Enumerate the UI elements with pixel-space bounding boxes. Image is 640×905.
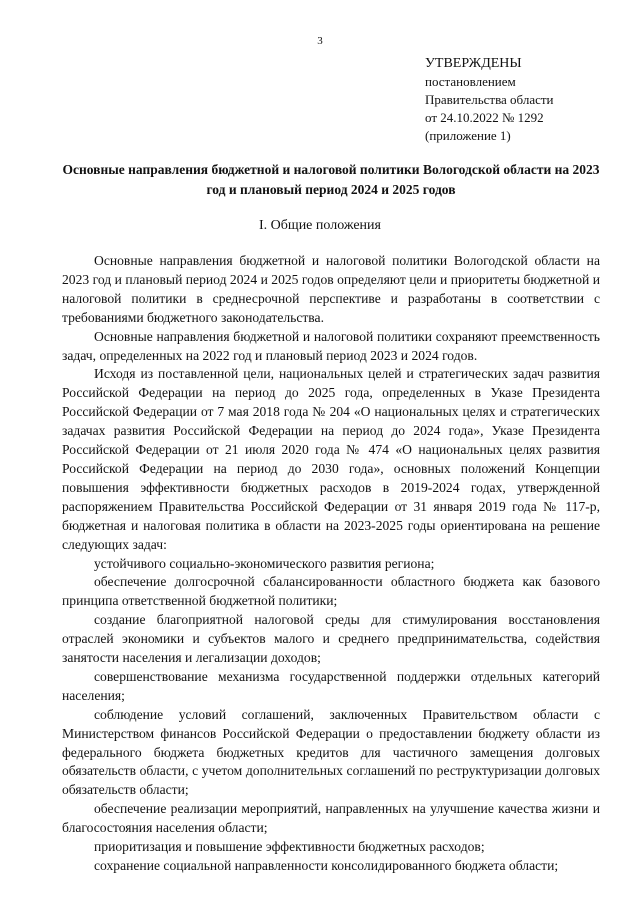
paragraph: Исходя из поставленной цели, национальных целей и стратегических задач развития Российской Федерации на период до 2025 года, определенных в Указе Президента Российской Федерации от 7 мая 2018 года № 204 «О национальных целях и стратегических задачах развития Российской Федерации на период до 2024 года», Указе Президента Российской Федерации от 21 июля 2020 года № 474 «О национальных целях развития Российской Федерации на период до 2030 года», основных положений Концепции повышения эффективности бюджетных расходов в 2019-2024 годах, утвержденной распоряжением Правительства Российской Федерации от 31 января 2019 года № 117-р, бюджетная и налоговая политика в области на 2023-2025 годы ориентирована на решение следующих задач: — [62, 366, 600, 552]
approval-line: (приложение 1) — [425, 128, 511, 143]
approval-line: Правительства области — [425, 92, 554, 107]
document-title: Основные направления бюджетной и налоговой политики Вологодской области на 2023 год и плановый период 2024 и 2025 годов — [62, 162, 600, 197]
approval-line: постановлением — [425, 74, 516, 89]
approval-line: от 24.10.2022 № 1292 — [425, 110, 544, 125]
list-item: обеспечение реализации мероприятий, направленных на улучшение качества жизни и благосостояния населения области; — [62, 801, 600, 836]
approval-block — [425, 55, 554, 145]
list-item: соблюдение условий соглашений, заключенных Правительством области с Министерством финансов Российской Федерации о предоставлении бюджету области из федерального бюджета бюджетных кредитов для частичного замещения долговых обязательств области, с учетом дополнительных соглашений по реструктуризации долговых обязательств области; — [62, 706, 600, 798]
list-item: создание благоприятной налоговой среды для стимулирования восстановления отраслей экономики и субъектов малого и среднего предпринимательства, содействия занятости населения и легализации доходов; — [62, 612, 600, 666]
list-item: совершенствование механизма государственной поддержки отдельных категорий населения; — [62, 668, 600, 703]
paragraph: Основные направления бюджетной и налоговой политики Вологодской области на 2023 год и плановый период 2024 и 2025 годов определяют цели и приоритеты бюджетной и налоговой политики в среднесрочной перспективе и разработаны в соответствии с требованиями бюджетного законодательства. — [62, 253, 600, 325]
list-item: обеспечение долгосрочной сбалансированности областного бюджета как базового принципа ответственной бюджетной политики; — [62, 574, 600, 609]
approval-head: УТВЕРЖДЕНЫ — [425, 56, 522, 71]
list-item: устойчивого социально-экономического развития региона; — [94, 555, 435, 571]
section-heading: I. Общие положения — [259, 218, 381, 233]
paragraph: Основные направления бюджетной и налоговой политики сохраняют преемственность задач, определенных на 2022 год и плановый период 2023 и 2024 годов. — [62, 328, 600, 363]
list-item: приоритизация и повышение эффективности бюджетных расходов; — [94, 839, 485, 855]
document-body — [62, 252, 600, 876]
page-number: 3 — [317, 35, 323, 47]
list-item: сохранение социальной направленности консолидированного бюджета области; — [94, 858, 559, 873]
